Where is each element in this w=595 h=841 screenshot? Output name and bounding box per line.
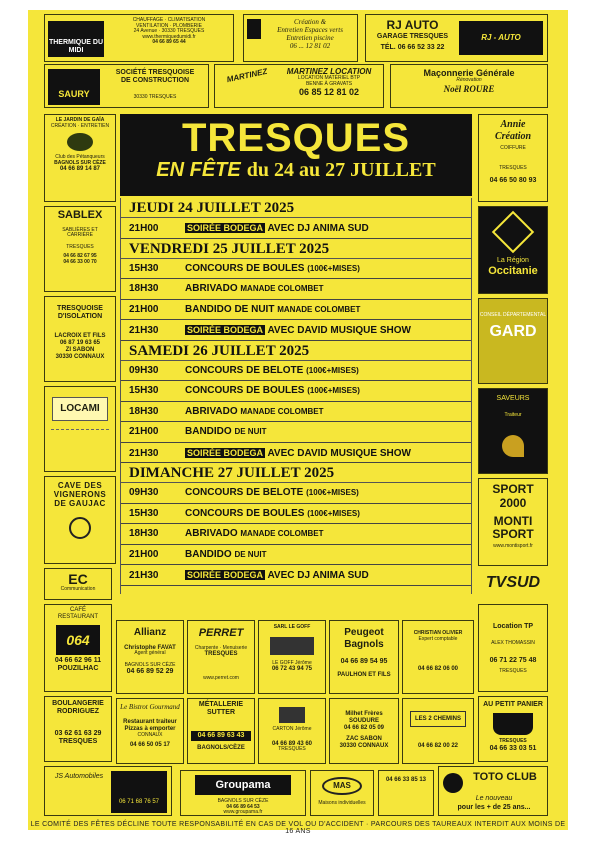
occitanie-cross-icon xyxy=(492,211,534,253)
peugeot-name: PAULHON ET FILS xyxy=(337,672,391,679)
ad-sport xyxy=(478,478,548,566)
event-row xyxy=(121,545,471,566)
bistrot-city: CONNAUX xyxy=(137,731,163,738)
totoclub-title: TOTO CLUB xyxy=(473,771,537,783)
bourdon-phone: 04 66 33 85 13 xyxy=(385,777,427,783)
panier-city: TRESQUES xyxy=(499,738,527,745)
rjauto-name: RJ AUTO xyxy=(386,18,439,32)
event-highlight: SOIRÉE BODEGA xyxy=(187,325,264,335)
maconnerie-name: Noël ROURE xyxy=(443,83,495,94)
ad-thermique xyxy=(44,14,234,62)
gaia-line1: LE JARDIN DE GAÏA xyxy=(55,117,105,123)
ad-creation xyxy=(243,14,358,62)
day-heading: DIMANCHE 27 JUILLET 2025 xyxy=(121,463,471,483)
cafe-title: CAFÉ xyxy=(69,607,86,613)
cafe-phone: 04 66 62 96 11 xyxy=(54,656,102,664)
creation-line2: Entretien Espaces verts xyxy=(277,26,343,35)
event-text: CONCOURS DE BOULES xyxy=(185,262,305,274)
milhet-city: 30330 CONNAUX xyxy=(339,742,389,749)
perret-logo: PERRET xyxy=(198,627,244,639)
event-detail: MANADE COLOMBET xyxy=(240,284,324,293)
panier-title: AU PETIT PANIER xyxy=(483,701,543,708)
event-row xyxy=(121,483,471,504)
event-text: ABRIVADO xyxy=(185,528,238,539)
occitanie-region: La Région xyxy=(497,257,529,264)
rjauto-sub: GARAGE TRESQUES xyxy=(376,32,449,40)
event-time: 15H30 xyxy=(129,385,159,396)
ad-cafe xyxy=(44,604,112,692)
panier-basket-icon xyxy=(493,713,533,735)
cave-logo-icon xyxy=(69,517,91,539)
bistrot-line2: Pizzas à emporter xyxy=(124,725,176,732)
annie-sub: COIFFURE xyxy=(500,145,526,151)
cave-title3: DE GAUJAC xyxy=(54,499,106,509)
rjauto-phone: TÉL. 06 66 52 33 22 xyxy=(380,43,445,51)
cave-title: CAVE DES xyxy=(57,481,103,490)
christian-sub: Expert comptable xyxy=(418,635,458,642)
event-detail: (100€+MISES) xyxy=(306,488,359,497)
ad-christian xyxy=(402,620,474,694)
ad-totoclub xyxy=(438,766,548,816)
event-text: AVEC DAVID MUSIQUE SHOW xyxy=(267,325,411,336)
milhet-sub: SOUDURE xyxy=(348,717,379,724)
goff-title: SARL LE GOFF xyxy=(273,624,311,630)
allianz-phone: 04 66 89 52 29 xyxy=(126,668,174,676)
ad-bistrot xyxy=(116,698,184,764)
annie-city: TRESQUES xyxy=(499,164,527,171)
ad-carton xyxy=(258,698,326,764)
event-time: 18H30 xyxy=(129,405,159,417)
ad-perret xyxy=(187,620,255,694)
creation-line1: Création & xyxy=(293,18,327,26)
tvsud-logo: TVSUD xyxy=(485,574,541,591)
event-detail: (100€+MISES) xyxy=(307,386,360,395)
event-row xyxy=(121,381,471,402)
event-row xyxy=(121,402,471,423)
ad-tvsud xyxy=(478,570,548,600)
event-row xyxy=(121,320,471,341)
ad-maconnerie xyxy=(390,64,548,108)
martinez-logo: MARTINEZ xyxy=(225,66,269,85)
chemins-phone: 04 66 82 00 22 xyxy=(417,743,459,749)
event-text: ABRIVADO xyxy=(185,405,238,417)
saury-line: 30330 TRESQUES xyxy=(133,94,177,101)
event-text: CONCOURS DE BELOTE xyxy=(185,364,304,376)
isolation-name: LACROIX ET FILS xyxy=(54,333,106,340)
event-time: 21H30 xyxy=(129,325,159,336)
saury-logo: SAURY xyxy=(48,69,100,105)
locami-logo: LOCAMI xyxy=(52,397,108,421)
sablex-phone: 04 66 82 67 95 xyxy=(63,253,97,260)
rjauto-logo: RJ - AUTO xyxy=(459,21,543,55)
event-time: 21H30 xyxy=(129,570,159,581)
groupama-url: www.groupama.fr xyxy=(223,809,263,815)
event-text: AVEC DJ ANIMA SUD xyxy=(267,570,369,581)
carton-phone: 04 66 89 43 60 xyxy=(271,740,313,747)
event-time: 21H00 xyxy=(129,426,159,437)
ad-rjauto xyxy=(365,14,548,62)
thermique-line3: 24 Avenue · 30330 TRESQUES xyxy=(133,28,205,34)
ad-occitanie xyxy=(478,206,548,294)
title-band xyxy=(120,114,472,196)
saury-name2: DE CONSTRUCTION xyxy=(120,77,190,85)
ad-allianz xyxy=(116,620,184,694)
event-detail: (100€+MISES) xyxy=(307,508,360,518)
event-row xyxy=(121,300,471,321)
ad-automobile xyxy=(44,766,172,816)
gaia-phone: 04 66 89 14 87 xyxy=(59,166,101,172)
event-detail: MANADE COLOMBET xyxy=(240,406,324,416)
allianz-logo: Allianz xyxy=(133,627,167,638)
sablex-line3: TRESQUES xyxy=(66,243,94,250)
event-text: AVEC DJ ANIMA SUD xyxy=(267,223,369,234)
thermique-line2: VENTILATION · PLOMBERIE xyxy=(135,22,203,29)
boulangerie-title: BOULANGERIE xyxy=(52,700,104,707)
martinez-line2: BENNE À GRAVATS xyxy=(305,80,353,87)
milhet-zac: ZAC SABON xyxy=(346,735,382,742)
allianz-name: Christophe FAVAT xyxy=(124,644,176,651)
sport-title: SPORT xyxy=(492,482,534,496)
event-text: BANDIDO DE NUIT xyxy=(185,303,275,315)
day-heading: VENDREDI 25 JUILLET 2025 xyxy=(121,239,471,259)
isolation-zi: ZI SABON xyxy=(65,346,95,353)
automobile-phone: 06 71 68 76 57 xyxy=(111,771,167,813)
page-subtitle xyxy=(120,159,472,182)
gard-name: GARD xyxy=(489,322,537,340)
ad-goff xyxy=(258,620,326,694)
gaia-line3: Club des Pétanqueurs xyxy=(55,154,105,160)
event-time: 18H30 xyxy=(129,528,159,539)
gard-sub: CONSEIL DÉPARTEMENTAL xyxy=(479,312,547,318)
event-detail: (100€+MISES) xyxy=(307,263,360,273)
sport-url: www.montisport.fr xyxy=(493,543,533,550)
metallerie-title2: SUTTER xyxy=(207,709,235,717)
martinez-phone: 06 85 12 81 02 xyxy=(298,87,360,98)
totoclub-icon xyxy=(443,773,463,793)
event-detail: DE NUIT xyxy=(234,549,267,559)
saury-name: SOCIÉTÉ TRESQUOISE xyxy=(115,69,195,76)
ec-sub: Communication xyxy=(60,586,96,593)
day-heading: SAMEDI 26 JUILLET 2025 xyxy=(121,341,471,361)
bistrot-phone: 04 66 50 05 17 xyxy=(129,742,171,749)
boulangerie-name: RODRIGUEZ xyxy=(57,708,99,716)
ad-groupama xyxy=(180,770,306,816)
christian-phone: 04 66 82 06 00 xyxy=(417,666,459,672)
groupama-logo: Groupama xyxy=(195,775,291,795)
saveurs-leaf-icon xyxy=(502,435,524,457)
occitanie-name: Occitanie xyxy=(488,265,538,278)
sablex-logo: SABLEX xyxy=(57,209,103,221)
panier-phone: 04 66 33 03 51 xyxy=(489,744,537,752)
creation-line3: Entretien piscine xyxy=(286,34,334,43)
maisons-sub: Maisons individuelles xyxy=(318,800,366,806)
thermique-logo: THERMIQUE DU MIDI xyxy=(48,21,104,57)
ad-bourdon xyxy=(378,770,434,816)
sablex-line2: CARRIÈRE xyxy=(67,232,93,239)
sport-title2: 2000 xyxy=(499,495,527,510)
thermique-url: www.thermiquedumidi.fr xyxy=(142,33,196,40)
maisons-logo: MAS xyxy=(322,777,362,795)
event-text: AVEC DAVID MUSIQUE SHOW xyxy=(267,447,411,459)
ad-chemins xyxy=(402,698,474,764)
ad-location xyxy=(478,604,548,692)
location-city: TRESQUES xyxy=(499,667,527,674)
perret-url: www.perret.com xyxy=(203,675,239,682)
cafe-logo: 064 xyxy=(56,625,100,655)
page-title: TRESQUES xyxy=(181,116,411,160)
event-text: BANDIDO xyxy=(185,426,232,437)
ad-sablex xyxy=(44,206,116,292)
event-text: BANDIDO xyxy=(185,548,232,560)
perret-city: TRESQUES xyxy=(204,651,238,658)
gaia-line2: CRÉATION · ENTRETIEN xyxy=(50,122,110,129)
event-row xyxy=(121,279,471,300)
bistrot-title: Le Bistrot Gourmand xyxy=(120,703,180,711)
metallerie-phone: 04 66 89 63 43 xyxy=(191,731,251,741)
event-time: 09H30 xyxy=(129,364,159,376)
metallerie-title: MÉTALLERIE xyxy=(198,701,244,708)
isolation-city: 30330 CONNAUX xyxy=(55,353,105,360)
saveurs-title: SAVEURS xyxy=(496,395,530,402)
totoclub-line2: pour les + de 25 ans... xyxy=(457,804,531,811)
event-row xyxy=(121,443,471,464)
event-detail: (100€+MISES) xyxy=(306,365,359,375)
event-time: 21H00 xyxy=(129,303,159,315)
event-detail: MANADE COLOMBET xyxy=(240,529,324,538)
event-row xyxy=(121,504,471,525)
ad-saury xyxy=(44,64,209,108)
gaia-line4: BAGNOLS SUR CÈZE xyxy=(54,159,106,166)
event-row xyxy=(121,565,471,586)
event-time: 15H30 xyxy=(129,507,159,519)
gaia-logo-icon xyxy=(67,133,93,151)
event-text: CONCOURS DE BOULES xyxy=(185,507,305,519)
thermique-line1: CHAUFFAGE · CLIMATISATION xyxy=(132,17,206,23)
automobile-title: JS Automobiles xyxy=(54,773,104,780)
event-text: CONCOURS DE BOULES xyxy=(185,385,305,396)
goff-truck-icon xyxy=(270,637,314,655)
event-highlight: SOIRÉE BODEGA xyxy=(187,223,264,233)
subtitle-emphasis: EN FÊTE xyxy=(156,159,241,181)
chemins-name: LES 2 CHEMINS xyxy=(410,711,466,727)
martinez-title: MARTINEZ LOCATION xyxy=(286,67,372,76)
martinez-line1: LOCATION MATÉRIEL BTP xyxy=(297,75,361,82)
maconnerie-title: Maçonnerie Générale xyxy=(423,68,515,78)
ec-logo: EC xyxy=(68,571,88,587)
annie-phone: 04 66 50 80 93 xyxy=(489,177,537,184)
annie-title: Annie xyxy=(500,119,526,130)
milhet-name: Milhet Frères xyxy=(345,711,383,717)
ad-metallerie xyxy=(187,698,255,764)
subtitle-dates: du 24 au 27 JUILLET xyxy=(246,159,436,181)
goff-phone: 06 72 43 94 75 xyxy=(271,666,313,672)
ad-milhet xyxy=(329,698,399,764)
isolation-title: TRESQUOISE xyxy=(57,305,103,312)
peugeot-title: Peugeot xyxy=(344,627,384,638)
ad-panier xyxy=(478,696,548,762)
isolation-phone: 06 87 19 63 65 xyxy=(59,339,101,346)
cave-title2: VIGNERONS xyxy=(53,490,107,500)
cafe-title2: RESTAURANT xyxy=(57,613,99,620)
ad-ec xyxy=(44,568,112,600)
groupama-phone: 04 66 89 64 53 xyxy=(226,803,260,810)
event-text: CONCOURS DE BELOTE xyxy=(185,487,304,498)
groupama-line: BAGNOLS SUR CÈZE xyxy=(217,798,269,804)
location-title: Location TP xyxy=(492,623,534,630)
metallerie-city: BAGNOLS/CÈZE xyxy=(197,745,245,752)
bistrot-line1: Restaurant traiteur xyxy=(123,719,177,726)
event-time: 21H00 xyxy=(129,223,159,234)
event-detail: MANADE COLOMBET xyxy=(277,304,361,314)
event-highlight: SOIRÉE BODEGA xyxy=(187,570,264,580)
event-time: 15H30 xyxy=(129,262,159,274)
program xyxy=(120,198,472,594)
event-highlight: SOIRÉE BODEGA xyxy=(187,447,264,458)
goff-name: LE GOFF Jérôme xyxy=(272,659,312,666)
sport-name: MONTI xyxy=(493,513,533,528)
sablex-line1: SABLIÈRES ET xyxy=(62,226,98,233)
isolation-title2: D'ISOLATION xyxy=(57,313,103,321)
ad-saveurs xyxy=(478,388,548,474)
sablex-phone2: 04 66 33 00 70 xyxy=(63,258,97,265)
allianz-city: BAGNOLS SUR CÈZE xyxy=(124,661,176,668)
christian-title: CHRISTIAN OLIVIER xyxy=(413,630,463,636)
annie-title2: Création xyxy=(494,130,532,142)
location-name: ALEX THOMASSIN xyxy=(491,640,535,647)
event-detail: DE NUIT xyxy=(234,427,267,436)
ad-isolation xyxy=(44,296,116,382)
sport-name2: SPORT xyxy=(492,527,534,542)
footer-disclaimer: LE COMITÉ DES FÊTES DÉCLINE TOUTE RESPONSABILITÉ EN CAS DE VOL OU D'ACCIDENT · PARCOURS DES TAUREAUX INTERDIT AUX MOINS DE 16 ANS xyxy=(30,821,566,835)
event-text: ABRIVADO xyxy=(185,283,238,294)
locami-details xyxy=(51,429,109,457)
event-time: 21H30 xyxy=(129,447,159,459)
event-row xyxy=(121,422,471,443)
boulangerie-city: TRESQUES xyxy=(58,738,98,746)
ad-martinez xyxy=(214,64,384,108)
ad-boulangerie xyxy=(44,696,112,762)
totoclub-line: Le nouveau xyxy=(475,795,513,802)
event-time: 09H30 xyxy=(129,487,159,498)
peugeot-city: Bagnols xyxy=(344,638,384,650)
boulangerie-phone: 03 62 61 63 29 xyxy=(54,730,102,738)
creation-phone: 06 ... 12 81 02 xyxy=(289,42,331,51)
ad-annie xyxy=(478,114,548,202)
peugeot-phone: 04 66 89 54 95 xyxy=(340,658,388,665)
thermique-phone: 04 66 89 65 44 xyxy=(152,39,186,45)
event-time: 21H00 xyxy=(129,548,159,560)
carton-name: CARTON Jérôme xyxy=(272,726,312,732)
saveurs-sub: Traiteur xyxy=(504,412,522,419)
day-heading: JEUDI 24 JUILLET 2025 xyxy=(121,198,471,218)
milhet-phone: 04 66 82 05 09 xyxy=(343,724,385,731)
ad-locami xyxy=(44,386,116,472)
allianz-line: Agent général xyxy=(134,650,166,657)
ad-maisons xyxy=(310,770,374,816)
ad-gaia xyxy=(44,114,116,202)
location-phone: 06 71 22 75 48 xyxy=(489,656,537,664)
carton-city: TRESQUES xyxy=(278,746,306,753)
event-row xyxy=(121,259,471,280)
creation-icon xyxy=(247,19,261,39)
event-row xyxy=(121,524,471,545)
perret-sub: Charpente · Menuiserie xyxy=(194,644,248,651)
event-row xyxy=(121,218,471,239)
event-row xyxy=(121,361,471,382)
event-time: 18H30 xyxy=(129,283,159,294)
carton-logo-icon xyxy=(279,707,305,723)
cafe-city: POUZILHAC xyxy=(57,664,99,672)
maconnerie-sub: Rénovation xyxy=(456,77,482,84)
ad-gard xyxy=(478,298,548,384)
ad-peugeot xyxy=(329,620,399,694)
ad-cave xyxy=(44,476,116,564)
